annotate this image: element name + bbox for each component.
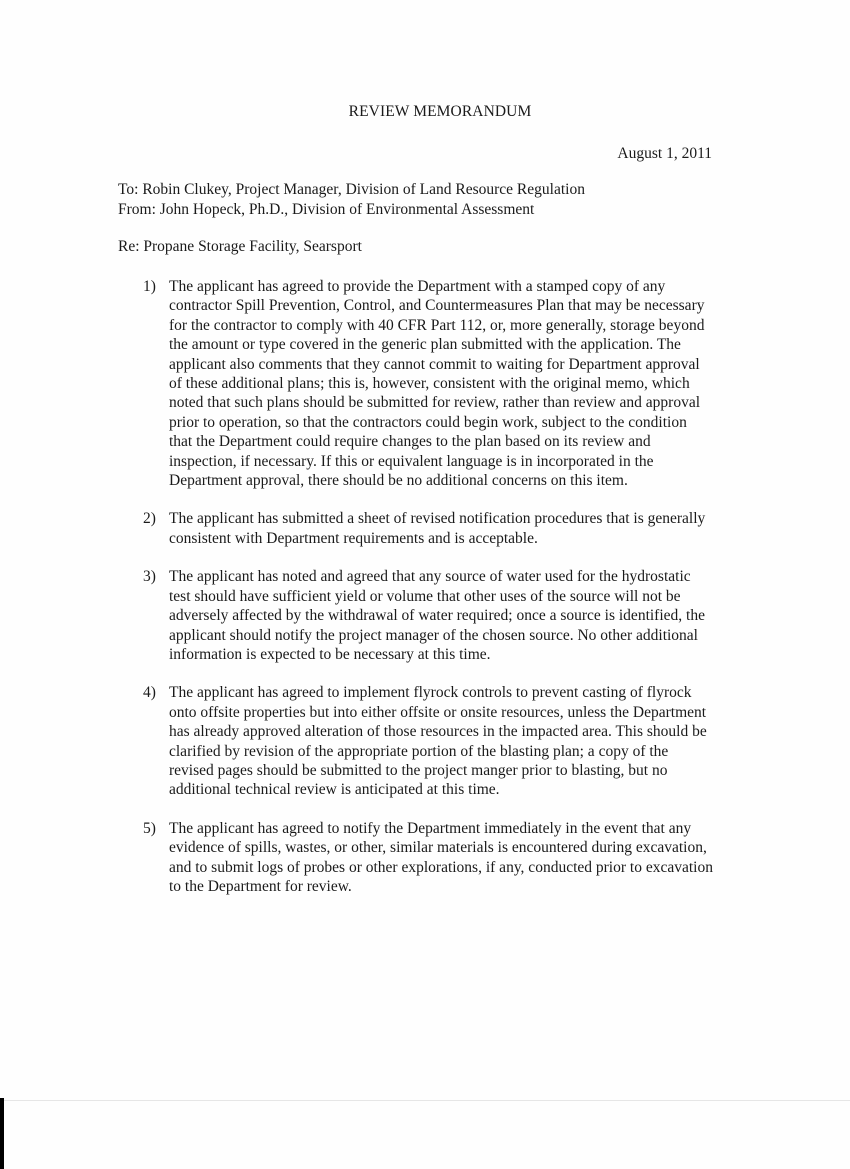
scan-edge-line — [0, 1100, 850, 1101]
item-number: 1) — [143, 278, 156, 295]
subject-line: Re: Propane Storage Facility, Searsport — [118, 238, 362, 255]
memo-date: August 1, 2011 — [617, 145, 712, 162]
item-number: 5) — [143, 819, 156, 837]
item-number: 3) — [143, 568, 156, 586]
list-item — [143, 509, 713, 548]
scan-edge-mark — [0, 1098, 4, 1169]
item-text: The applicant has submitted a sheet of revised notification procedures that is generally consistent with Department requirements and is acceptable. — [169, 510, 706, 547]
item-text: The applicant has agreed to notify the Department immediately in the event that any evidence of spills, wastes, or other, similar materials is encountered during excavation, and to submit logs of probes or other explorations, if any, conducted prior to excavation to the Department for review. — [169, 819, 713, 895]
list-item — [143, 567, 713, 664]
list-item — [143, 819, 713, 897]
item-text: The applicant has agreed to provide the Department with a stamped copy of any contractor Spill Prevention, Control, and Countermeasures Plan that may be necessary for the contractor to comply with 40 CFR Part 112, or, more generally, storage beyond the amount or type covered in the generic plan submitted with the application. The applicant also comments that they cannot commit to waiting for Department approval of these additional plans; this is, however, consistent with the original memo, which noted that such plans should be submitted for review, rather than review and approval prior to operation, so that the contractors could begin work, subject to the condition that the Department could require changes to the plan based on its review and inspection, if necessary. If this or equivalent language is in incorporated in the Department approval, there should be no additional concerns on this item. — [169, 278, 705, 490]
address-block — [118, 180, 585, 220]
from-line: From: John Hopeck, Ph.D., Division of Environmental Assessment — [118, 201, 535, 218]
item-text: The applicant has noted and agreed that any source of water used for the hydrostatic test should have sufficient yield or volume that other uses of the source will not be adversely affected by the withdrawal of water required; once a source is identified, the applicant should notify the project manager of the chosen source. No other additional information is expected to be necessary at this time. — [169, 568, 705, 663]
item-number: 2) — [143, 510, 156, 528]
list-item — [143, 683, 713, 799]
numbered-items-list — [143, 277, 713, 915]
memo-title: REVIEW MEMORANDUM — [348, 103, 532, 120]
item-text: The applicant has agreed to implement flyrock controls to prevent casting of flyrock onto offsite properties but into either offsite or onsite resources, unless the Department has already approved alteration of those resources in the impacted area. This should be clarified by revision of the appropriate portion of the blasting plan; a copy of the revised pages should be submitted to the project manger prior to blasting, but no additional technical review is anticipated at this time. — [169, 684, 707, 799]
list-item — [143, 277, 713, 490]
item-number: 4) — [143, 684, 156, 702]
to-line: To: Robin Clukey, Project Manager, Division of Land Resource Regulation — [118, 181, 585, 198]
